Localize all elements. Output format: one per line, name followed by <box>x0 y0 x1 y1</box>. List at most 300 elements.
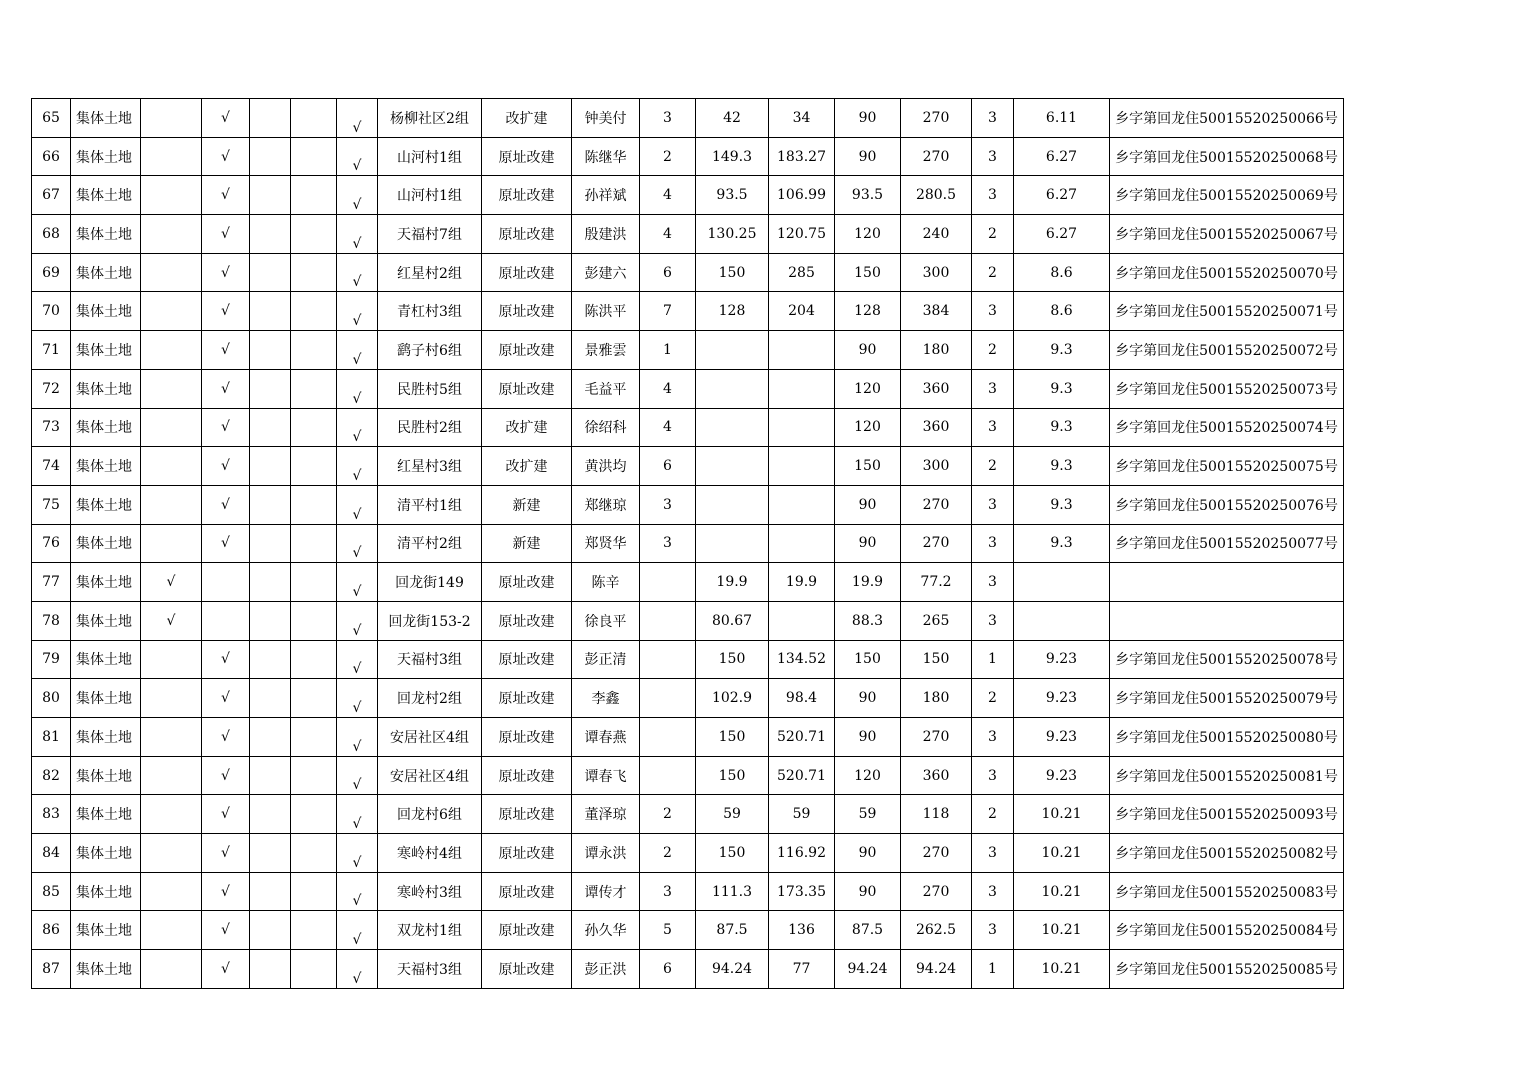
certificate-number-cell <box>1110 563 1344 602</box>
floors-cell: 3 <box>972 524 1014 563</box>
certificate-number-cell: 乡字第回龙住50015520250080号 <box>1110 718 1344 757</box>
area-3-cell: 90 <box>835 524 901 563</box>
check-column-1-cell <box>141 137 202 176</box>
row-number-cell: 82 <box>32 756 71 795</box>
table-body <box>32 99 1344 989</box>
table-row <box>32 601 1344 640</box>
area-1-cell: 93.5 <box>696 176 769 215</box>
applicant-name-cell: 景雅雲 <box>572 331 640 370</box>
household-size-cell: 4 <box>640 176 696 215</box>
area-4-cell: 77.2 <box>901 563 972 602</box>
certificate-number-cell: 乡字第回龙住50015520250083号 <box>1110 872 1344 911</box>
village-cell: 回龙街153-2 <box>378 601 482 640</box>
check-column-1-cell <box>141 369 202 408</box>
area-3-cell: 90 <box>835 99 901 138</box>
date-cell: 10.21 <box>1014 872 1110 911</box>
check-column-4-cell <box>291 408 337 447</box>
floors-cell: 3 <box>972 485 1014 524</box>
area-2-cell <box>769 331 835 370</box>
household-size-cell <box>640 718 696 757</box>
table-row <box>32 524 1344 563</box>
area-3-cell: 19.9 <box>835 563 901 602</box>
floors-cell: 3 <box>972 872 1014 911</box>
floors-cell: 3 <box>972 911 1014 950</box>
area-1-cell <box>696 447 769 486</box>
construction-type-cell: 原址改建 <box>482 795 572 834</box>
date-cell: 9.3 <box>1014 369 1110 408</box>
area-2-cell <box>769 369 835 408</box>
check-column-3-cell <box>250 601 291 640</box>
area-4-cell: 384 <box>901 292 972 331</box>
check-column-5-cell: √ <box>337 215 378 254</box>
check-column-2-cell: √ <box>202 485 250 524</box>
village-cell: 鹞子村6组 <box>378 331 482 370</box>
applicant-name-cell: 彭正洪 <box>572 950 640 989</box>
floors-cell: 3 <box>972 408 1014 447</box>
table-row <box>32 137 1344 176</box>
check-column-4-cell <box>291 447 337 486</box>
land-type-cell: 集体土地 <box>71 253 141 292</box>
applicant-name-cell: 谭春飞 <box>572 756 640 795</box>
check-column-2-cell: √ <box>202 408 250 447</box>
check-column-5-cell: √ <box>337 563 378 602</box>
date-cell: 6.11 <box>1014 99 1110 138</box>
area-2-cell: 285 <box>769 253 835 292</box>
table-row <box>32 485 1344 524</box>
area-1-cell: 130.25 <box>696 215 769 254</box>
village-cell: 山河村1组 <box>378 137 482 176</box>
construction-type-cell: 原址改建 <box>482 872 572 911</box>
applicant-name-cell: 徐良平 <box>572 601 640 640</box>
construction-type-cell: 原址改建 <box>482 176 572 215</box>
check-column-2-cell <box>202 601 250 640</box>
construction-type-cell: 原址改建 <box>482 137 572 176</box>
land-type-cell: 集体土地 <box>71 718 141 757</box>
certificate-number-cell: 乡字第回龙住50015520250074号 <box>1110 408 1344 447</box>
land-type-cell: 集体土地 <box>71 99 141 138</box>
date-cell: 6.27 <box>1014 215 1110 254</box>
construction-type-cell: 原址改建 <box>482 292 572 331</box>
area-3-cell: 90 <box>835 331 901 370</box>
area-2-cell: 134.52 <box>769 640 835 679</box>
area-1-cell: 59 <box>696 795 769 834</box>
check-column-1-cell <box>141 795 202 834</box>
land-type-cell: 集体土地 <box>71 447 141 486</box>
area-1-cell: 150 <box>696 756 769 795</box>
area-2-cell: 98.4 <box>769 679 835 718</box>
date-cell: 6.27 <box>1014 137 1110 176</box>
construction-type-cell: 原址改建 <box>482 834 572 873</box>
date-cell: 8.6 <box>1014 292 1110 331</box>
area-1-cell: 149.3 <box>696 137 769 176</box>
table-row <box>32 369 1344 408</box>
check-column-2-cell: √ <box>202 176 250 215</box>
date-cell <box>1014 563 1110 602</box>
row-number-cell: 84 <box>32 834 71 873</box>
area-3-cell: 90 <box>835 679 901 718</box>
land-type-cell: 集体土地 <box>71 563 141 602</box>
check-column-4-cell <box>291 292 337 331</box>
row-number-cell: 73 <box>32 408 71 447</box>
check-column-5-cell: √ <box>337 872 378 911</box>
area-3-cell: 90 <box>835 834 901 873</box>
certificate-number-cell: 乡字第回龙住50015520250084号 <box>1110 911 1344 950</box>
applicant-name-cell: 陈辛 <box>572 563 640 602</box>
construction-type-cell: 原址改建 <box>482 369 572 408</box>
area-2-cell: 59 <box>769 795 835 834</box>
table-row <box>32 756 1344 795</box>
area-2-cell: 173.35 <box>769 872 835 911</box>
check-column-1-cell <box>141 253 202 292</box>
area-2-cell: 34 <box>769 99 835 138</box>
area-3-cell: 90 <box>835 137 901 176</box>
household-size-cell: 4 <box>640 215 696 254</box>
check-column-2-cell: √ <box>202 756 250 795</box>
land-type-cell: 集体土地 <box>71 292 141 331</box>
row-number-cell: 72 <box>32 369 71 408</box>
construction-type-cell: 原址改建 <box>482 601 572 640</box>
applicant-name-cell: 陈继华 <box>572 137 640 176</box>
check-column-4-cell <box>291 795 337 834</box>
construction-type-cell: 改扩建 <box>482 408 572 447</box>
household-size-cell <box>640 756 696 795</box>
check-column-3-cell <box>250 99 291 138</box>
construction-type-cell: 原址改建 <box>482 911 572 950</box>
certificate-number-cell: 乡字第回龙住50015520250066号 <box>1110 99 1344 138</box>
row-number-cell: 67 <box>32 176 71 215</box>
village-cell: 清平村1组 <box>378 485 482 524</box>
check-column-4-cell <box>291 524 337 563</box>
row-number-cell: 79 <box>32 640 71 679</box>
check-column-3-cell <box>250 253 291 292</box>
date-cell <box>1014 601 1110 640</box>
table-row <box>32 872 1344 911</box>
date-cell: 8.6 <box>1014 253 1110 292</box>
certificate-number-cell: 乡字第回龙住50015520250078号 <box>1110 640 1344 679</box>
check-column-2-cell: √ <box>202 253 250 292</box>
household-size-cell: 2 <box>640 834 696 873</box>
date-cell: 9.3 <box>1014 485 1110 524</box>
applicant-name-cell: 郑贤华 <box>572 524 640 563</box>
check-column-4-cell <box>291 176 337 215</box>
applicant-name-cell: 陈洪平 <box>572 292 640 331</box>
check-column-5-cell: √ <box>337 253 378 292</box>
applicant-name-cell: 毛益平 <box>572 369 640 408</box>
check-column-2-cell: √ <box>202 99 250 138</box>
construction-type-cell: 原址改建 <box>482 718 572 757</box>
row-number-cell: 69 <box>32 253 71 292</box>
village-cell: 红星村2组 <box>378 253 482 292</box>
area-1-cell: 150 <box>696 834 769 873</box>
applicant-name-cell: 徐绍科 <box>572 408 640 447</box>
household-size-cell: 6 <box>640 950 696 989</box>
construction-type-cell: 原址改建 <box>482 756 572 795</box>
land-type-cell: 集体土地 <box>71 834 141 873</box>
village-cell: 回龙村6组 <box>378 795 482 834</box>
check-column-1-cell <box>141 447 202 486</box>
household-size-cell: 7 <box>640 292 696 331</box>
area-4-cell: 300 <box>901 253 972 292</box>
construction-type-cell: 原址改建 <box>482 253 572 292</box>
check-column-3-cell <box>250 524 291 563</box>
land-type-cell: 集体土地 <box>71 795 141 834</box>
household-size-cell: 3 <box>640 524 696 563</box>
table-row <box>32 253 1344 292</box>
table-row <box>32 408 1344 447</box>
table-row <box>32 834 1344 873</box>
table-row <box>32 911 1344 950</box>
area-4-cell: 270 <box>901 524 972 563</box>
floors-cell: 3 <box>972 756 1014 795</box>
area-2-cell: 520.71 <box>769 718 835 757</box>
household-size-cell: 5 <box>640 911 696 950</box>
floors-cell: 2 <box>972 679 1014 718</box>
certificate-number-cell: 乡字第回龙住50015520250082号 <box>1110 834 1344 873</box>
village-cell: 杨柳社区2组 <box>378 99 482 138</box>
certificate-number-cell: 乡字第回龙住50015520250069号 <box>1110 176 1344 215</box>
check-column-5-cell: √ <box>337 176 378 215</box>
construction-type-cell: 原址改建 <box>482 331 572 370</box>
floors-cell: 2 <box>972 447 1014 486</box>
certificate-number-cell: 乡字第回龙住50015520250079号 <box>1110 679 1344 718</box>
check-column-1-cell <box>141 872 202 911</box>
village-cell: 天福村3组 <box>378 640 482 679</box>
check-column-4-cell <box>291 718 337 757</box>
village-cell: 回龙村2组 <box>378 679 482 718</box>
check-column-4-cell <box>291 331 337 370</box>
row-number-cell: 66 <box>32 137 71 176</box>
construction-type-cell: 新建 <box>482 485 572 524</box>
check-column-1-cell <box>141 756 202 795</box>
area-3-cell: 90 <box>835 485 901 524</box>
certificate-number-cell: 乡字第回龙住50015520250093号 <box>1110 795 1344 834</box>
check-column-2-cell: √ <box>202 447 250 486</box>
row-number-cell: 86 <box>32 911 71 950</box>
floors-cell: 2 <box>972 795 1014 834</box>
date-cell: 10.21 <box>1014 911 1110 950</box>
area-2-cell: 19.9 <box>769 563 835 602</box>
area-4-cell: 118 <box>901 795 972 834</box>
area-1-cell <box>696 408 769 447</box>
date-cell: 9.23 <box>1014 679 1110 718</box>
construction-type-cell: 原址改建 <box>482 215 572 254</box>
household-size-cell <box>640 679 696 718</box>
check-column-4-cell <box>291 485 337 524</box>
area-4-cell: 180 <box>901 679 972 718</box>
area-1-cell: 150 <box>696 640 769 679</box>
check-column-4-cell <box>291 369 337 408</box>
check-column-5-cell: √ <box>337 99 378 138</box>
check-column-2-cell: √ <box>202 640 250 679</box>
certificate-number-cell: 乡字第回龙住50015520250073号 <box>1110 369 1344 408</box>
check-column-2-cell: √ <box>202 834 250 873</box>
construction-type-cell: 改扩建 <box>482 447 572 486</box>
area-4-cell: 280.5 <box>901 176 972 215</box>
check-column-3-cell <box>250 679 291 718</box>
check-column-5-cell: √ <box>337 640 378 679</box>
check-column-3-cell <box>250 911 291 950</box>
table-row <box>32 679 1344 718</box>
floors-cell: 3 <box>972 137 1014 176</box>
check-column-5-cell: √ <box>337 795 378 834</box>
land-type-cell: 集体土地 <box>71 950 141 989</box>
check-column-5-cell: √ <box>337 718 378 757</box>
table-row <box>32 176 1344 215</box>
date-cell: 10.21 <box>1014 834 1110 873</box>
land-type-cell: 集体土地 <box>71 369 141 408</box>
check-column-1-cell <box>141 408 202 447</box>
area-1-cell: 19.9 <box>696 563 769 602</box>
applicant-name-cell: 黄洪均 <box>572 447 640 486</box>
area-4-cell: 270 <box>901 99 972 138</box>
area-1-cell: 128 <box>696 292 769 331</box>
village-cell: 山河村1组 <box>378 176 482 215</box>
row-number-cell: 77 <box>32 563 71 602</box>
construction-type-cell: 原址改建 <box>482 679 572 718</box>
check-column-3-cell <box>250 640 291 679</box>
area-4-cell: 150 <box>901 640 972 679</box>
household-size-cell: 1 <box>640 331 696 370</box>
village-cell: 天福村7组 <box>378 215 482 254</box>
date-cell: 9.23 <box>1014 718 1110 757</box>
village-cell: 天福村3组 <box>378 950 482 989</box>
household-size-cell: 3 <box>640 485 696 524</box>
village-cell: 安居社区4组 <box>378 756 482 795</box>
check-column-5-cell: √ <box>337 485 378 524</box>
check-column-5-cell: √ <box>337 679 378 718</box>
area-4-cell: 270 <box>901 485 972 524</box>
check-column-2-cell: √ <box>202 137 250 176</box>
village-cell: 安居社区4组 <box>378 718 482 757</box>
floors-cell: 1 <box>972 640 1014 679</box>
check-column-4-cell <box>291 756 337 795</box>
area-1-cell: 94.24 <box>696 950 769 989</box>
row-number-cell: 80 <box>32 679 71 718</box>
area-4-cell: 360 <box>901 369 972 408</box>
household-size-cell <box>640 563 696 602</box>
date-cell: 9.3 <box>1014 447 1110 486</box>
row-number-cell: 78 <box>32 601 71 640</box>
land-type-cell: 集体土地 <box>71 524 141 563</box>
household-size-cell: 3 <box>640 872 696 911</box>
check-column-5-cell: √ <box>337 524 378 563</box>
area-2-cell <box>769 408 835 447</box>
check-column-2-cell: √ <box>202 292 250 331</box>
area-1-cell <box>696 524 769 563</box>
floors-cell: 3 <box>972 834 1014 873</box>
check-column-2-cell: √ <box>202 679 250 718</box>
check-column-5-cell: √ <box>337 447 378 486</box>
area-1-cell: 42 <box>696 99 769 138</box>
check-column-4-cell <box>291 253 337 292</box>
certificate-number-cell: 乡字第回龙住50015520250077号 <box>1110 524 1344 563</box>
applicant-name-cell: 谭春燕 <box>572 718 640 757</box>
land-type-cell: 集体土地 <box>71 331 141 370</box>
check-column-5-cell: √ <box>337 292 378 331</box>
check-column-5-cell: √ <box>337 601 378 640</box>
row-number-cell: 65 <box>32 99 71 138</box>
check-column-1-cell <box>141 911 202 950</box>
village-cell: 民胜村2组 <box>378 408 482 447</box>
household-size-cell: 2 <box>640 795 696 834</box>
construction-type-cell: 原址改建 <box>482 640 572 679</box>
check-column-1-cell <box>141 834 202 873</box>
area-3-cell: 120 <box>835 215 901 254</box>
area-3-cell: 87.5 <box>835 911 901 950</box>
area-3-cell: 90 <box>835 872 901 911</box>
village-cell: 回龙街149 <box>378 563 482 602</box>
check-column-5-cell: √ <box>337 950 378 989</box>
area-2-cell <box>769 524 835 563</box>
construction-type-cell: 原址改建 <box>482 950 572 989</box>
area-1-cell: 150 <box>696 718 769 757</box>
certificate-number-cell: 乡字第回龙住50015520250071号 <box>1110 292 1344 331</box>
land-type-cell: 集体土地 <box>71 408 141 447</box>
check-column-3-cell <box>250 872 291 911</box>
applicant-name-cell: 李鑫 <box>572 679 640 718</box>
area-2-cell: 136 <box>769 911 835 950</box>
area-4-cell: 270 <box>901 718 972 757</box>
household-size-cell <box>640 601 696 640</box>
area-2-cell: 116.92 <box>769 834 835 873</box>
check-column-1-cell: √ <box>141 563 202 602</box>
certificate-number-cell: 乡字第回龙住50015520250076号 <box>1110 485 1344 524</box>
area-4-cell: 360 <box>901 756 972 795</box>
floors-cell: 3 <box>972 563 1014 602</box>
household-size-cell: 2 <box>640 137 696 176</box>
area-1-cell: 102.9 <box>696 679 769 718</box>
row-number-cell: 87 <box>32 950 71 989</box>
village-cell: 寒岭村4组 <box>378 834 482 873</box>
construction-type-cell: 新建 <box>482 524 572 563</box>
area-3-cell: 120 <box>835 756 901 795</box>
check-column-1-cell <box>141 215 202 254</box>
village-cell: 红星村3组 <box>378 447 482 486</box>
certificate-number-cell: 乡字第回龙住50015520250068号 <box>1110 137 1344 176</box>
check-column-1-cell <box>141 99 202 138</box>
table-row <box>32 215 1344 254</box>
village-cell: 寒岭村3组 <box>378 872 482 911</box>
check-column-2-cell: √ <box>202 524 250 563</box>
check-column-5-cell: √ <box>337 408 378 447</box>
check-column-1-cell <box>141 485 202 524</box>
area-2-cell: 106.99 <box>769 176 835 215</box>
check-column-1-cell <box>141 679 202 718</box>
area-1-cell: 111.3 <box>696 872 769 911</box>
check-column-5-cell: √ <box>337 331 378 370</box>
check-column-4-cell <box>291 911 337 950</box>
check-column-4-cell <box>291 601 337 640</box>
area-4-cell: 270 <box>901 872 972 911</box>
check-column-2-cell: √ <box>202 215 250 254</box>
area-3-cell: 120 <box>835 369 901 408</box>
certificate-number-cell <box>1110 601 1344 640</box>
household-size-cell: 6 <box>640 253 696 292</box>
check-column-4-cell <box>291 679 337 718</box>
applicant-name-cell: 孙祥斌 <box>572 176 640 215</box>
check-column-3-cell <box>250 950 291 989</box>
floors-cell: 3 <box>972 176 1014 215</box>
table-row <box>32 563 1344 602</box>
area-2-cell: 183.27 <box>769 137 835 176</box>
date-cell: 6.27 <box>1014 176 1110 215</box>
check-column-5-cell: √ <box>337 834 378 873</box>
check-column-4-cell <box>291 872 337 911</box>
check-column-4-cell <box>291 640 337 679</box>
land-type-cell: 集体土地 <box>71 215 141 254</box>
village-cell: 民胜村5组 <box>378 369 482 408</box>
check-column-1-cell <box>141 176 202 215</box>
